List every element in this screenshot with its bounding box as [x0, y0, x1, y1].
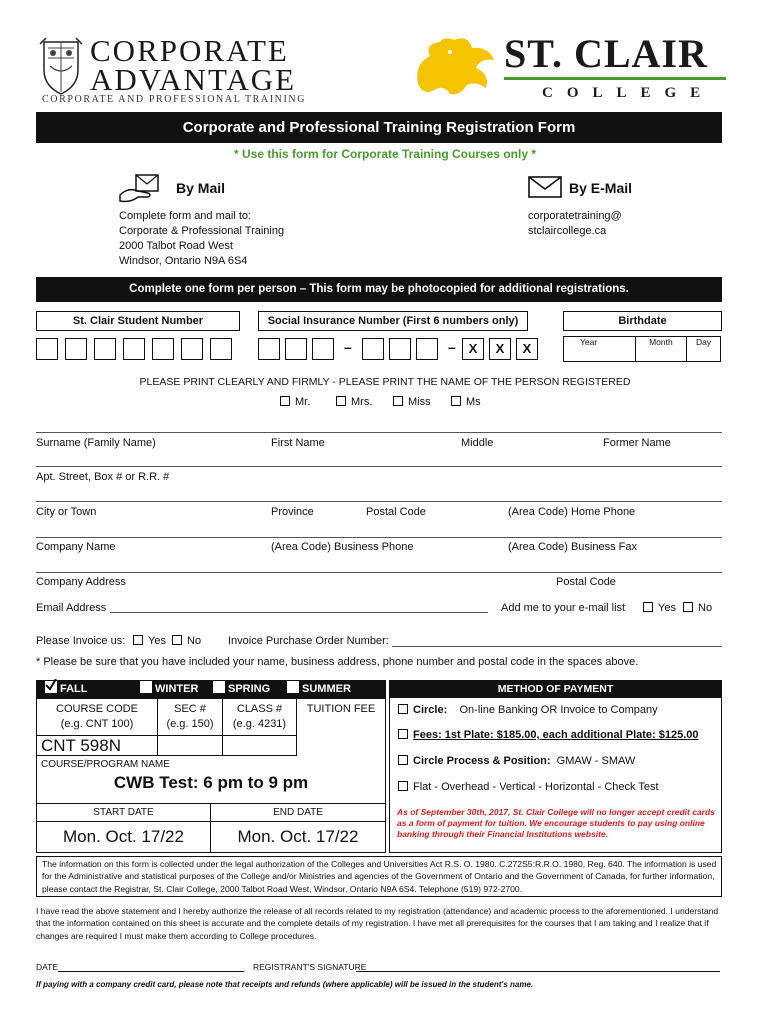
- crest-icon: [38, 36, 84, 98]
- title-ms-label: Ms: [466, 396, 481, 408]
- birthdate-day[interactable]: Day: [687, 337, 721, 362]
- checkbox[interactable]: [398, 781, 408, 791]
- sec-h1: SEC #: [174, 703, 206, 715]
- payment-panel: [389, 680, 722, 853]
- po-number-line[interactable]: [392, 646, 722, 647]
- former-name-label: Former Name: [603, 437, 671, 449]
- birthdate-year[interactable]: Year: [564, 337, 636, 362]
- sec-value[interactable]: [158, 736, 223, 756]
- start-date-value[interactable]: Mon. Oct. 17/22: [37, 822, 211, 853]
- positions-label: Flat - Overhead - Vertical - Horizontal - Check Test: [413, 781, 659, 793]
- home-phone-label: (Area Code) Home Phone: [508, 506, 636, 518]
- sin-dash: –: [344, 339, 352, 355]
- email-list-yes[interactable]: [643, 602, 676, 614]
- title-mrs-label: Mrs.: [351, 396, 373, 408]
- sec-header: [158, 699, 223, 736]
- st-clair-college-logo: [410, 30, 730, 105]
- business-fax-label: (Area Code) Business Fax: [508, 541, 637, 553]
- checkbox[interactable]: [398, 704, 408, 714]
- griffin-icon: [410, 34, 500, 100]
- invoice-yes[interactable]: [133, 635, 166, 647]
- privacy-notice: The information on this form is collected under the legal authorization of the Colleges and Universities Act R.S. O. 1980. C.272S5:R.R.O. 1980, Reg. 640. The information is used for the Administrative and statistical purposes of the College and/or Ministries and agencies of the Government of Ontario and the Government of Canada, for further information, please contact the Registrar, St. Clair College, 2000 Talbot Road West, Windsor, Ontario N9A 6S4. Telephone (519) 972-2700.: [36, 856, 722, 897]
- course-code-h2: (e.g. CNT 100): [60, 718, 134, 730]
- logo-corporate-text: CORPORATE: [90, 33, 289, 68]
- credit-card-notice: As of September 30th, 2017, St. Clair College will no longer accept credit cards as a form of payment for tuition. We encourage students to pay using online banking through their Financial Institutions website.: [397, 807, 715, 839]
- class-h2: (e.g. 4231): [232, 718, 287, 730]
- checkbox[interactable]: [643, 602, 653, 612]
- company-address-line[interactable]: [36, 572, 722, 573]
- email-address-block: [528, 209, 622, 239]
- class-h1: CLASS #: [236, 703, 283, 715]
- mail-line: Complete form and mail to:: [119, 210, 252, 222]
- class-value[interactable]: [223, 736, 297, 756]
- logo-advantage-text: ADVANTAGE: [90, 62, 297, 97]
- title-mr-option[interactable]: [280, 396, 310, 408]
- sin-digit[interactable]: [416, 338, 438, 360]
- tuition-header: TUITION FEE: [306, 703, 376, 715]
- title-miss-option[interactable]: [393, 396, 431, 408]
- student-number-digit[interactable]: [152, 338, 174, 360]
- checkbox[interactable]: [172, 635, 182, 645]
- email-label: Email Address: [36, 602, 107, 614]
- student-number-digit[interactable]: [181, 338, 203, 360]
- title-ms-option[interactable]: [451, 396, 481, 408]
- checkbox[interactable]: [683, 602, 693, 612]
- term-bar: [36, 680, 386, 698]
- first-name-label: First Name: [271, 437, 325, 449]
- photocopy-notice-bar: Complete one form per person – This form may be photocopied for additional registrations.: [36, 277, 722, 302]
- checkbox[interactable]: [140, 681, 152, 693]
- by-mail-heading: By Mail: [176, 180, 226, 196]
- student-number-digit[interactable]: [94, 338, 116, 360]
- course-code-header: [37, 699, 158, 736]
- process-label: Circle Process & Position:: [413, 755, 551, 767]
- mail-address-block: [119, 209, 284, 269]
- corporate-advantage-logo: [38, 33, 308, 106]
- birthdate-month[interactable]: Month: [635, 337, 687, 362]
- logo-green-rule: [504, 77, 726, 80]
- term-fall[interactable]: [45, 680, 88, 698]
- process-option[interactable]: [398, 755, 635, 767]
- postal-code-label: Postal Code: [366, 506, 426, 518]
- payment-heading: METHOD OF PAYMENT: [390, 681, 721, 698]
- circle-label: Circle:: [413, 704, 448, 716]
- end-date-value[interactable]: Mon. Oct. 17/22: [237, 827, 359, 846]
- mail-line: Corporate & Professional Training: [119, 225, 285, 237]
- sin-x-cell: X: [516, 338, 538, 360]
- logo-college-text: COLLEGE: [542, 85, 715, 101]
- no-label: No: [698, 602, 713, 614]
- sin-digit[interactable]: [258, 338, 280, 360]
- city-label: City or Town: [36, 506, 97, 518]
- signature-line[interactable]: [356, 971, 720, 972]
- business-phone-label: (Area Code) Business Phone: [271, 541, 414, 553]
- form-title: Corporate and Professional Training Registration Form: [36, 112, 722, 143]
- fees-option[interactable]: [398, 729, 699, 741]
- province-label: Province: [271, 506, 314, 518]
- invoice-no[interactable]: [172, 635, 201, 647]
- term-spring-label: SPRING: [228, 683, 271, 695]
- envelope-icon: [528, 176, 562, 198]
- email-input-line[interactable]: [110, 612, 488, 613]
- course-code-value[interactable]: CNT 598N: [37, 736, 158, 756]
- student-number-digit[interactable]: [65, 338, 87, 360]
- sin-digit[interactable]: [312, 338, 334, 360]
- program-name-value[interactable]: CWB Test: 6 pm to 9 pm: [37, 770, 385, 804]
- by-email-heading: By E-Mail: [569, 180, 633, 196]
- checkbox[interactable]: [280, 396, 290, 406]
- authorization-statement: I have read the above statement and I hereby authorize the release of all records related to my registration (attendance) and academic process to the aforementioned. I understand that the information contained on this sheet is accurate and the complete details of my registration. I have met all prerequisites for the courses that I am taking and I realize that if changes are required I must make them according to College procedures.: [36, 906, 719, 941]
- signature-label: REGISTRANT'S SIGNATURE: [253, 962, 367, 972]
- term-summer-label: SUMMER: [302, 683, 351, 695]
- sin-digit[interactable]: [362, 338, 384, 360]
- student-number-digit[interactable]: [36, 338, 58, 360]
- birthdate-label: Birthdate: [563, 311, 722, 331]
- term-winter[interactable]: [140, 680, 198, 698]
- email-line: corporatetraining@: [528, 210, 622, 222]
- title-mr-label: Mr.: [295, 396, 311, 408]
- circle-options: On-line Banking OR Invoice to Company: [459, 704, 658, 716]
- checkbox[interactable]: [393, 396, 403, 406]
- process-options: GMAW - SMAW: [556, 755, 636, 767]
- checkbox[interactable]: [336, 396, 346, 406]
- mail-line: 2000 Talbot Road West: [119, 240, 233, 252]
- fees-label: Fees: 1st Plate: $185.00, each additional Plate: $125.00: [413, 729, 699, 741]
- logo-st-clair-text: ST. CLAIR: [504, 31, 708, 76]
- email-line: stclaircollege.ca: [528, 225, 607, 237]
- logo-subtitle: CORPORATE AND PROFESSIONAL TRAINING: [42, 94, 307, 105]
- mail-hand-icon: [118, 173, 168, 203]
- circle-option[interactable]: [398, 704, 658, 716]
- invoice-us-label: Please Invoice us:: [36, 635, 126, 647]
- checkbox[interactable]: [213, 681, 225, 693]
- course-table: [36, 698, 386, 853]
- company-name-label: Company Name: [36, 541, 116, 553]
- yes-label: Yes: [658, 602, 676, 614]
- form-subtitle: * Use this form for Corporate Training Courses only *: [233, 147, 537, 161]
- po-number-label: Invoice Purchase Order Number:: [228, 635, 389, 647]
- start-date-label: START DATE: [37, 804, 211, 822]
- footer-note: If paying with a company credit card, please note that receipts and refunds (where applicable) will be issued in the student's name.: [36, 980, 534, 989]
- checkbox[interactable]: [133, 635, 143, 645]
- apt-street-label: Apt. Street, Box # or R.R. #: [36, 471, 170, 483]
- program-name-label: COURSE/PROGRAM NAME: [41, 759, 170, 770]
- city-line[interactable]: [36, 501, 722, 502]
- term-summer[interactable]: [287, 680, 351, 698]
- checkbox[interactable]: [287, 681, 299, 693]
- no-label: No: [187, 635, 202, 647]
- company-line[interactable]: [36, 537, 722, 538]
- sec-h2: (e.g. 150): [166, 718, 214, 730]
- print-notice: PLEASE PRINT CLEARLY AND FIRMLY - PLEASE PRINT THE NAME OF THE PERSON REGISTERED: [139, 376, 631, 388]
- middle-label: Middle: [461, 437, 494, 449]
- term-spring[interactable]: [213, 680, 270, 698]
- sin-digit[interactable]: [285, 338, 307, 360]
- company-postal-label: Postal Code: [556, 576, 616, 588]
- mail-line: Windsor, Ontario N9A 6S4: [119, 255, 248, 267]
- sin-dash: –: [448, 339, 456, 355]
- student-number-digit[interactable]: [123, 338, 145, 360]
- street-line[interactable]: [36, 466, 722, 467]
- surname-line[interactable]: [36, 432, 722, 433]
- company-address-label: Company Address: [36, 576, 126, 588]
- title-miss-label: Miss: [408, 396, 431, 408]
- sin-x-cell: X: [462, 338, 484, 360]
- sin-digit[interactable]: [389, 338, 411, 360]
- term-fall-label: FALL: [60, 683, 88, 695]
- course-code-h1: COURSE CODE: [56, 703, 138, 715]
- student-number-digit[interactable]: [210, 338, 232, 360]
- reminder-note: * Please be sure that you have included your name, business address, phone number and postal code in the spaces above.: [36, 656, 639, 668]
- positions-option[interactable]: [398, 781, 659, 793]
- end-date-label: END DATE: [211, 804, 385, 822]
- birthdate-grid[interactable]: [563, 336, 721, 362]
- checkbox[interactable]: [398, 755, 408, 765]
- yes-label: Yes: [148, 635, 166, 647]
- email-list-label: Add me to your e-mail list: [501, 602, 626, 614]
- title-mrs-option[interactable]: [336, 396, 372, 408]
- term-winter-label: WINTER: [155, 683, 199, 695]
- check-icon[interactable]: [45, 681, 57, 693]
- date-label: DATE: [36, 962, 59, 972]
- checkbox[interactable]: [451, 396, 461, 406]
- sin-x-cell: X: [489, 338, 511, 360]
- student-number-label: St. Clair Student Number: [36, 311, 240, 331]
- checkbox[interactable]: [398, 729, 408, 739]
- surname-label: Surname (Family Name): [36, 437, 156, 449]
- sin-label: Social Insurance Number (First 6 numbers only): [258, 311, 528, 331]
- class-header: [223, 699, 297, 736]
- email-list-no[interactable]: [683, 602, 712, 614]
- date-line[interactable]: [58, 971, 244, 972]
